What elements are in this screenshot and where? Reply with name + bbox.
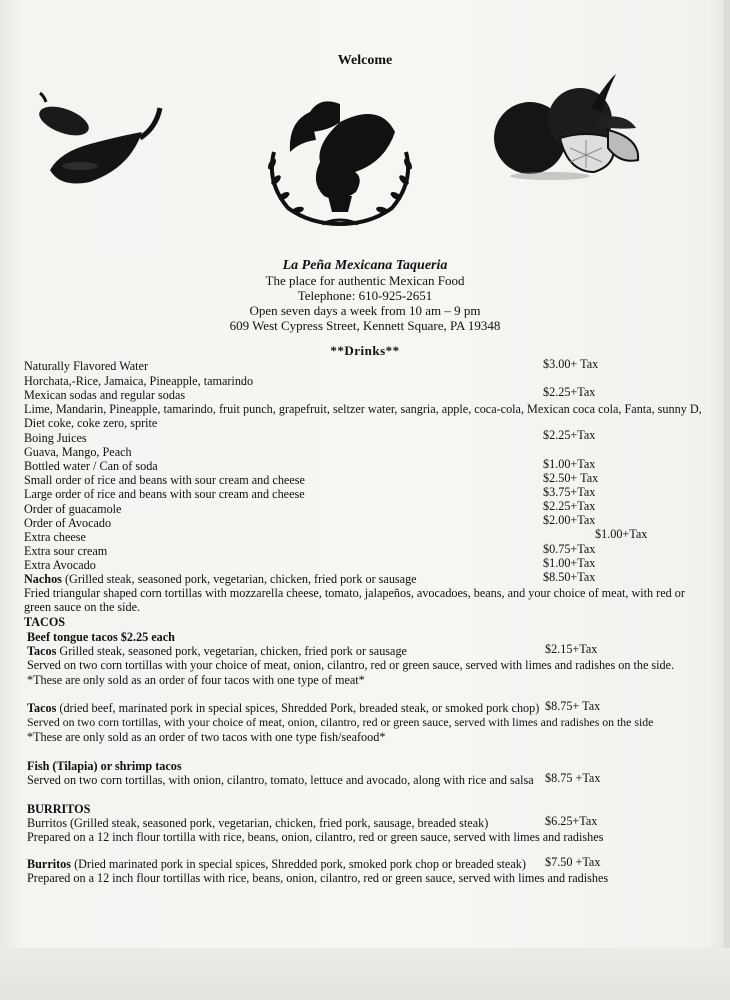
price-extra-sour: $0.75+Tax	[543, 542, 596, 556]
tacos-special-label: Tacos	[27, 701, 57, 715]
nachos-options: (Grilled steak, seasoned pork, vegetarian, chicken, fried pork or sausage	[61, 572, 417, 586]
nachos-label: Nachos	[24, 572, 62, 586]
menu-line: Guava, Mango, Peach	[24, 445, 132, 459]
menu-line: Large order of rice and beans with sour cream and cheese	[24, 487, 305, 501]
burritos-heading: BURRITOS	[27, 802, 91, 816]
menu-line: Naturally Flavored Water	[24, 359, 149, 373]
price-bottled: $1.00+Tax	[543, 457, 596, 471]
nachos-line	[24, 572, 417, 586]
tacos-options: Grilled steak, seasoned pork, vegetarian, chicken, fried pork or sausage	[56, 644, 407, 658]
page-edge-bottom	[0, 948, 730, 1000]
price-sodas: $2.25+Tax	[543, 385, 596, 399]
burritos-special-label: Burritos	[27, 857, 72, 871]
menu-line: Lime, Mandarin, Pineapple, tamarindo, fruit punch, grapefruit, seltzer water, sangria, apple, coca-cola, Mexican coca cola, Fanta, sunny D, Diet coke, coke zero, sprite	[24, 402, 702, 430]
menu-line: Extra cheese	[24, 530, 86, 544]
price-extra-cheese: $1.00+Tax	[595, 527, 648, 541]
menu-line: Horchata,-Rice, Jamaica, Pineapple, tamarindo	[24, 374, 254, 388]
restaurant-info	[0, 258, 730, 333]
burritos-special-line	[27, 857, 526, 871]
fish-tacos-label: Fish (Tilapia) or shrimp tacos	[27, 759, 182, 773]
chili-peppers-icon	[30, 88, 170, 188]
price-avocado: $2.00+Tax	[543, 513, 596, 527]
restaurant-hours: Open seven days a week from 10 am – 9 pm	[249, 303, 481, 318]
price-fish-tacos: $8.75 +Tax	[545, 771, 601, 785]
price-small-rice: $2.50+ Tax	[543, 471, 599, 485]
price-large-rice: $3.75+Tax	[543, 485, 596, 499]
price-guacamole: $2.25+Tax	[543, 499, 596, 513]
burritos-special-description: Prepared on a 12 inch flour tortillas with rice, beans, onion, cilantro, red or green sauce, served with limes and radishes	[27, 871, 609, 885]
price-boing: $2.25+Tax	[543, 428, 596, 442]
menu-line: Order of Avocado	[24, 516, 112, 530]
restaurant-telephone: Telephone: 610-925-2651	[297, 288, 433, 303]
drinks-heading: **Drinks**	[330, 343, 400, 358]
page-edge-right	[724, 0, 730, 1000]
price-burritos: $6.25+Tax	[545, 814, 598, 828]
restaurant-tagline: The place for authentic Mexican Food	[265, 273, 465, 288]
restaurant-name: La Peña Mexicana Taqueria	[282, 258, 448, 273]
tacos-special-description: Served on two corn tortillas, with your choice of meat, onion, cilantro, red or green sauce, served with limes and radishes on the side	[27, 715, 654, 729]
welcome-heading: Welcome	[337, 53, 393, 68]
tacos-note: *These are only sold as an order of four tacos with one type of meat*	[27, 673, 365, 687]
menu-line: Extra sour cream	[24, 544, 108, 558]
tacos-line	[27, 644, 407, 658]
burritos-description: Prepared on a 12 inch flour tortilla with rice, beans, onion, cilantro, red or green sauce, served with limes and radishes	[27, 830, 604, 844]
mexican-eagle-emblem-icon	[260, 92, 420, 232]
price-extra-avocado: $1.00+Tax	[543, 556, 596, 570]
limes-icon	[490, 68, 650, 188]
price-water: $3.00+ Tax	[543, 357, 599, 371]
menu-line: Mexican sodas and regular sodas	[24, 388, 186, 402]
restaurant-address: 609 West Cypress Street, Kennett Square, PA 19348	[229, 318, 501, 333]
menu-line: Order of guacamole	[24, 502, 122, 516]
tacos-description: Served on two corn tortillas with your choice of meat, onion, cilantro, red or green sauce, served with limes and radishes on the side.	[27, 658, 675, 672]
tacos-label: Tacos	[27, 644, 57, 658]
nachos-description: Fried triangular shaped corn tortillas with mozzarella cheese, tomato, jalapeños, avocadoes, beans, and your choice of meat, with red or green sauce on the side.	[24, 586, 685, 614]
tacos-special-line	[27, 701, 539, 715]
menu-line: Extra Avocado	[24, 558, 96, 572]
tacos-special-options: (dried beef, marinated pork in special spices, Shredded Pork, breaded steak, or smoked pork chop)	[56, 701, 540, 715]
tacos-heading: TACOS	[24, 615, 66, 629]
menu-line: Boing Juices	[24, 431, 87, 445]
menu-line: Bottled water / Can of soda	[24, 459, 158, 473]
beef-tongue-line: Beef tongue tacos $2.25 each	[27, 630, 175, 644]
price-nachos: $8.50+Tax	[543, 570, 596, 584]
burritos-line: Burritos (Grilled steak, seasoned pork, vegetarian, chicken, fried pork, sausage, breaded steak)	[27, 816, 489, 830]
tacos-special-note: *These are only sold as an order of two tacos with one type fish/seafood*	[27, 730, 386, 744]
menu-line: Small order of rice and beans with sour cream and cheese	[24, 473, 305, 487]
price-tacos: $2.15+Tax	[545, 642, 598, 656]
fish-tacos-description: Served on two corn tortillas, with onion, cilantro, tomato, lettuce and avocado, along with rice and salsa	[27, 773, 534, 787]
price-burritos-special: $7.50 +Tax	[545, 855, 601, 869]
price-tacos-special: $8.75+ Tax	[545, 699, 601, 713]
burritos-special-options: (Dried marinated pork in special spices, Shredded pork, smoked pork chop or breaded steak)	[71, 857, 526, 871]
